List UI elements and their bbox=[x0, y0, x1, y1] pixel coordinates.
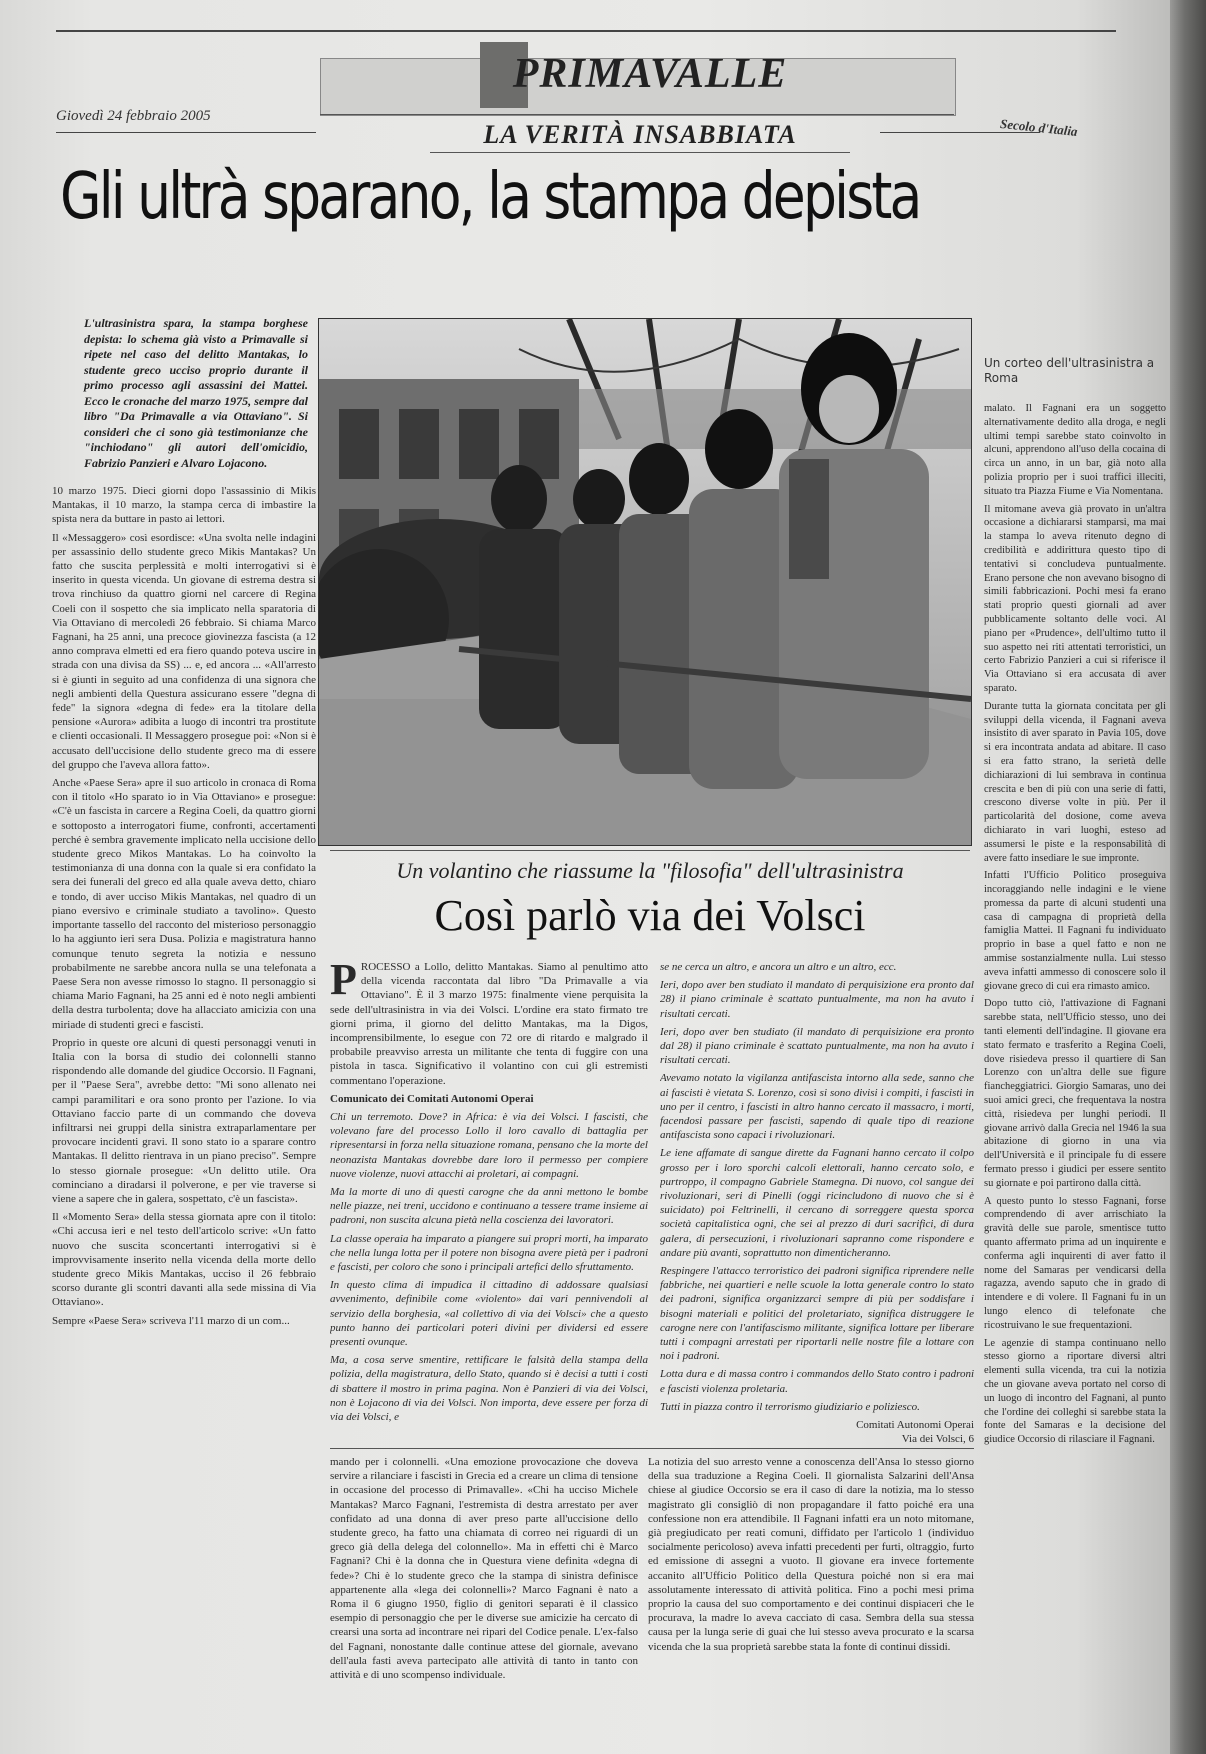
article-top-rule bbox=[330, 850, 970, 851]
protest-photo-image bbox=[319, 319, 971, 845]
article-intro: ROCESSO a Lollo, delitto Mantakas. Siamo al penultimo atto della vicenda raccontata dal libro "Da Primavalle a via Ottaviano". È il 3 marzo 1975: finalmente viene perquisita la sede dell'ultrasinistra in via dei Volsci. L'ordine era stato firmato tre giorni prima, il giorno del delitto Mantakas, ma la Digos, incomprensibilmente, lo esegue con 72 ore di ritardo e malgrado il probabile preavviso arresta un militante che tenta di fuggire con una pistola in tasca. Significativo il volantino con cui gli estremisti commentano l'operazione. bbox=[330, 961, 648, 1087]
right-para-6: A questo punto lo stesso Fagnani, forse comprendendo di aver arrischiato la gravità delle sue parole, smentisce tutto quanto affermato prima ad un inquirente e conferma agli inquirenti di aver fatto il nome del Samaras per vendicarsi della ragazza, avendo saputo che in grado di intendere e di volere. Il Fagnani fu in un lungo elenco di telefonate che ricostruivano le sue frequentazioni. bbox=[984, 1195, 1166, 1331]
section-underline bbox=[320, 114, 954, 115]
right-para-2: Il mitomane aveva già provato in un'altra occasione a dichiararsi stamparsi, ma mai la stampa lo aveva ritenuto degno di credibilità e addirittura questo tipo di tentativi si concludeva puntualmente. Erano persone che non avevano bisogno di simili fabbricazioni. Pochi mesi fa erano stati proprio questi giornali ad aver pubblicamente soltanto delle voci. Al piano per «Prudence», dell'ultimo tutto il suo aspetto nei riti attentati terroristici, un certo Fabrizio Panzieri a cui si riferisce il Via Ottaviano si era accusata di aver sparato. bbox=[984, 503, 1166, 694]
right-para-3: Durante tutta la giornata concitata per gli sviluppi della vicenda, il Fagnani aveva insistito di aver sparato in Pavia 105, dove si era incontrata andata ad abitare. Il caso si era fatto strano, la serietà delle dichiarazioni di lui sembrava in continua crescita e ben di più con una serie di fatti, crescono diverse volte in più. Per il particolarità del dosione, come aveva dichiarato in vari luoghi, esteso ad assumersi le piste e la responsabilità di avere fatto insediare le sue impronte. bbox=[984, 700, 1166, 864]
article-para: In questo clima di impudica il cittadino di addossare qualsiasi avvenimento, definibile come «violento» dai vari pennivendoli al servizio della borghesia, «al collettivo di via dei Volsci» che a questo punto hanno dei particolari poteri divini per dividersi ed essere presenti ovunque. bbox=[330, 1279, 648, 1349]
main-headline: Gli ultrà sparano, la stampa depista bbox=[60, 160, 920, 234]
article-para: Avevamo notato la vigilanza antifascista intorno alla sede, sanno che ai fascisti è vietata S. Lorenzo, così si sono divisi i compiti, i fascisti in uno per il centro, i fascisti in altro hanno cercato il massacro, i morti, facendosi passare per fascisti, sapendo di quale tipo di reazione antifascista sono capaci i rivoluzionari. bbox=[660, 1072, 974, 1142]
article-dropcap: P bbox=[330, 960, 357, 1004]
bottom-column-2: La notizia del suo arresto venne a conoscenza dell'Ansa lo stesso giorno della sua traduzione a Regina Coeli. Il giornalista Salzarini dell'Ansa chiese al giudice Occorsio se era il caso di dare la notizia, ma lo stesso magistrato gli consigliò di non propagandare il fatto poiché era una confessione non era attendibile. Il Fagnani infatti era un noto mitomane, già pregiudicato per reati comuni, diffidato per l'articolo 1 (individuo socialmente pericoloso) aveva infatti precedenti per furti, oltraggio, furto ed emissione di assegni a vuoto. Il giovane era invece fortemente accanito all'Ufficio Politico della Questura poiché non si era mai assolutamente interessato di attività politica. Fino a pochi mesi prima proprio la causa del suo comportamento e dei continui dispiaceri che le procurava, la madre lo aveva cacciato di casa. Sembra della sua stessa causa per la lunga serie di guai che lui stesso aveva procurato e la scarsa vicenda che la sua proprietà sarebbe stata la fonte di continui dissidi. bbox=[648, 1456, 974, 1653]
article-para: Chi un terremoto. Dove? in Africa: è via dei Volsci. I fascisti, che volevano fare del processo Lollo il loro cavallo di battaglia per ripresentarsi in forza nella situazione romana, pensano che la morte del neonazista Mantakas dovrebbe dare loro il permesso per compiere nuove violenze, nuovi attacchi ai proletari, ai compagni. bbox=[330, 1111, 648, 1180]
newspaper-name: Secolo d'Italia bbox=[999, 115, 1079, 140]
protest-photo bbox=[318, 318, 972, 846]
article-para: Respingere l'attacco terroristico dei padroni significa riprendere nelle fabbriche, nei quartieri e nelle scuole la lotta generale contro lo stato dei padroni, significa organizzarci sempre di più per soddisfare i bisogni materiali e politici del proletariato, significa distruggere le carogne nere con l'antifascismo militante, significa lottare per liberare tutti i compagni arrestati per riportarli nelle nostre file a lottare con noi i padroni. bbox=[660, 1265, 974, 1363]
article-para: Le iene affamate di sangue dirette da Fagnani hanno cercato il colpo grosso per i loro sporchi calcoli elettorali, hanno cercato solo, e purtroppo, il compagno Gabriele Stamegna. Di nuovo, col sangue dei rivoluzionari, seri di Pinelli (oggi ricincludono di nuovo che si è suicidato) poi Feltrinelli, il cercano di sorreggere questa sporca società capitalistica ogni, che sei al prezzo di duri sacrifici, di dura galera, di persecuzioni, i rivoluzionari sapranno come rispondere e andare più avanti, soprattutto non dimenticheranno. bbox=[660, 1147, 974, 1259]
article-bottom-rule bbox=[330, 1448, 974, 1449]
article-para: se ne cerca un altro, e ancora un altro e un altro, ecc. bbox=[660, 961, 897, 973]
right-para-5: Dopo tutto ciò, l'attivazione di Fagnani sarebbe stata, nell'Ufficio stesso, uno dei tanti elementi dell'indagine. Il giovane era stato fermato e trasferito a Regina Coeli, dove risiedeva presso il quartiere di San Lorenzo con un'altra delle sue figure fiancheggiatrici. Giorgio Samaras, uno dei suoi amici greci, che frequentava la nostra città, risiedeva per lunghi periodi. Il giovane arrivò dalla Grecia nel 1946 la sua abitazione di giorno in una via dell'Università e il principale fu di essere fermato presso i giudici per essere sentito su giornate e poi partirono dalla città. bbox=[984, 998, 1166, 1189]
section-subtitle: LA VERITÀ INSABBIATA bbox=[483, 120, 797, 149]
article-para: La classe operaia ha imparato a piangere sui propri morti, ha imparato che nella lunga lotta per il potere non bisogna avere pietà per i padroni e fascisti, per coloro che sono i principali artefici dello sfruttamento. bbox=[330, 1232, 648, 1274]
date-rule bbox=[56, 132, 316, 133]
article-column-2 bbox=[660, 960, 974, 1450]
left-para-3: Anche «Paese Sera» apre il suo articolo in cronaca di Roma con il titolo «Ho sparato io in Via Ottaviano» e prosegue: «C'è un fascista in carcere a Regina Coeli, da quattro giorni e sottoposto a interrogatori fiume, confronti, accertamenti perché è sembra gravemente implicato nella uccisione dello studente greco Mikos Mantakas. Lo ha coinvolto la testimonianza di una donna con la quale si era confidato la sera dei funerali del greco ed alla quale aveva detto, chiaro e tondo, di aver ucciso Mikis Mantakas, nel quadro di un piano eversivo e criminale studiato a tavolino». Questo importante tassello del racconto del misterioso personaggio lo ha aggiunto ieri sera Dusa. Polizia e magistratura hanno comunque tenuto segreta la notizia e nessuno probabilmente ne sarebbe ancora nulla se una telefonata a Paese Sera non avesse rimosso lo stagno. Il personaggio si chiama Mario Fagnani, ha 25 anni ed è noto negli ambienti della destra turbolenta; dove ha allacciato amicizia con una miriade di studenti greci e fascisti. bbox=[52, 777, 316, 1031]
left-column bbox=[52, 484, 316, 1734]
article-column-1 bbox=[330, 960, 648, 1450]
article-kicker: Un volantino che riassume la "filosofia" dell'ultrasinistra bbox=[396, 858, 904, 883]
top-rule bbox=[56, 30, 1116, 32]
article-para: Ma la morte di uno di questi carogne che da anni mettono le bombe nelle piazze, nei treni, uccidono e continuano a tessere trame insieme ai padroni, non suscita alcuna pietà nella coscienza dei lavoratori. bbox=[330, 1186, 648, 1227]
left-para-2: Il «Messaggero» così esordisce: «Una svolta nelle indagini per assassinio dello studente greco Mikis Mantakas? Un fatto che suscita perplessità e molti interrogativi si è inserito in questa vicenda. Un giovane di estrema destra si trova rinchiuso da quattro giorni nel carcere di Regina Coeli con il sospetto che sia implicato nella sparatoria di Via Ottaviano di mercoledì 26 febbraio. Si chiama Marco Fagnani, ha 25 anni, una precoce giovinezza fascista (a 12 anno comprava elmetti ed era fiero quando poteva uscire in strada con una divisa da SS) ... e, ed ancora ... «All'arresto si è giunti in seguito ad una confidenza di una signora che negli ambienti della Questura assicurano essere "degna di fede" la signora «degna di fede» era la titolare della pensione «Aurora» adibita a luogo di incontri tra prostitute e clienti occasionali. Il Messaggero prosegue poi: «Non si è accusato dell'uccisione dello studente greco ma di essere del gruppo che l'aveva allora fatto». bbox=[52, 531, 316, 771]
left-para-4: Proprio in queste ore alcuni di questi personaggi venuti in Italia con la borsa di studio dei colonnelli stanno rispondendo alle domande del giudice Occorsio. Il Fagnani, per il "Paese Sera", avrebbe detto: "Mi sono allenato nei campi paramilitari e ora sono pronto per l'azione. Io via Ottaviano faccio parte di un commando che doveva infiltrarsi nei gruppi della sinistra extraparlamentare per provocare incidenti gravi. Il sono stato io a sparare contro Mantakas. Il delitto rientrava in un piano preciso". Sempre lo stesso giornale prosegue: «Un delitto utile. Ora cominciano a diradarsi il polverone, e per vie traverse si viene a sapere che in galera, sospettato, c'è un fascista». bbox=[52, 1036, 316, 1205]
lede-paragraph: L'ultrasinistra spara, la stampa borghese depista: lo schema già visto a Primavalle si ripete nel caso del delitto Mantakas, lo studente greco ucciso proprio durante il primo processo agli assassini dei Mattei. Ecco le cronache del marzo 1975, sempre dal libro "Da Primavalle a via Ottaviano". Si consideri che ci sono già testimonianze che "inchiodano" gli autori dell'omicidio, Fabrizio Panzieri e Alvaro Lojacono. bbox=[84, 316, 308, 470]
left-para-1: 10 marzo 1975. Dieci giorni dopo l'assassinio di Mikis Mantakas, il 10 marzo, la stampa cerca di imbastire la spista nera da buttare in pasto ai lettori. bbox=[52, 485, 316, 526]
bottom-column-1: mando per i colonnelli. «Una emozione provocazione che doveva servire a rilanciare i fascisti in Grecia ed a creare un clima di tensione in occasione del processo di Primavalle». «Chi ha ucciso Michele Mantakas? Marco Fagnani, l'estremista di destra arrestato per aver confidato ad una donna di aver preso parte all'uccisione dello studente greco, ha fatto una chiamata di correo nei riguardi di un greco già della delega del colonnello». Ma in effetti chi è Marco Fagnani? Chi è la donna che in Questura viene definita «degna di fede»? Chi è lo studente greco che la stampa di sinistra definisce appartenente alla «lega dei colonnelli»? Marco Fagnani è nato a Roma il 6 giugno 1950, figlio di genitori separati è il classico esempio di personaggio che per le diverse sue amicizie ha cercato di crearsi una sorta ad incontrare nei ripari del Codice penale. L'ex-falso del Fagnani, nonostante dalle continue attese del giornale, avevano dell'aula fasti aveva partecipato alle attività di tanto in tanto con attività e di uno scompenso individuale. bbox=[330, 1456, 638, 1682]
article-para: Ieri, dopo aver ben studiato (il mandato di perquisizione era pronto dal 28) il piano criminale è scattato puntualmente, ma non ha avuto i risultati cercati. bbox=[660, 1025, 974, 1067]
article-signature: Comitati Autonomi Operai bbox=[856, 1419, 974, 1432]
article-para: Ma, a cosa serve smentire, rettificare le falsità della stampa della polizia, della magistratura, dello Stato, quando si è decisi a tutti i costi di sbattere il mostro in prima pagina. Non è Panzieri di via dei Volsci, non è Lojacono di via dei Volsci. Non importa, deve essere per forza di via dei Volsci, e bbox=[330, 1354, 648, 1424]
subtitle-underline bbox=[430, 152, 850, 153]
issue-date: Giovedì 24 febbraio 2005 bbox=[56, 108, 211, 124]
right-para-7: Le agenzie di stampa continuano nello stesso giorno a riportare diversi altri elementi sulla vicenda, tra cui la notizia che un giovane aveva portato nel corso di un luogo di incontro del Fagnani, al punto che l'ordine dei colleghi si sarebbe stata la fonte del Samaras e la decisione del giudice Occorsio di rilasciare il Fagnani. bbox=[984, 1337, 1166, 1446]
right-para-4: Infatti l'Ufficio Politico proseguiva incoraggiando nelle indagini e le viene promessa da parte di alcuni studenti una casa di campagna di proprietà della famiglia Mattei. Il Fagnani fu individuato proprio in base a quel fatto e non ne ammise sostanzialmente nulla. Lui stesso aveva infatti ammesso di conoscere solo il giovane greco di cui era rimasto amico. bbox=[984, 870, 1166, 992]
photo-caption: Un corteo dell'ultrasinistra a Roma bbox=[984, 356, 1155, 385]
left-para-5: Il «Momento Sera» della stessa giornata apre con il titolo: «Chi accusa ieri e nel testo dell'articolo scrive: «Un fatto nuovo che suscita sconcertanti interrogativi si è improvvisamente inserito nella vicenda della morte dello studente greco Mikis Mantakas, ucciso il 26 febbraio scorso durante gli scontri davanti alla sede missina di Via Ottaviano». bbox=[52, 1211, 316, 1309]
article-subheading: Comunicato dei Comitati Autonomi Operai bbox=[330, 1092, 534, 1105]
section-title: PRIMAVALLE bbox=[512, 51, 788, 97]
right-column bbox=[984, 402, 1166, 1732]
article-para: Lotta dura e di massa contro i commandos dello Stato contro i padroni e fascisti violenza proletaria. bbox=[660, 1368, 974, 1395]
article-para: Ieri, dopo aver ben studiato il mandato di perquisizione era pronto dal 28) il piano criminale è scattato puntualmente, ma non ha avuto i risultati cercati. bbox=[660, 979, 974, 1020]
article-signature-place: Via dei Volsci, 6 bbox=[901, 1433, 974, 1446]
article-para: Tutti in piazza contro il terrorismo giudiziario e poliziesco. bbox=[660, 1400, 920, 1413]
left-para-6: Sempre «Paese Sera» scriveva l'11 marzo di un com... bbox=[52, 1314, 290, 1327]
page-binding-edge bbox=[1170, 0, 1206, 1754]
right-para-1: malato. Il Fagnani era un soggetto alternativamente dedito alla droga, e negli ultimi tempi sarebbe stato coinvolto in alcuni, apprendono all'uso della cocaina di circa un anno, in un bar, già noto alla polizia proprio per i suoi traffici illeciti, situato tra Piazza Fiume e Via Nomentana. bbox=[984, 403, 1166, 497]
article-title: Così parlò via dei Volsci bbox=[434, 891, 866, 940]
